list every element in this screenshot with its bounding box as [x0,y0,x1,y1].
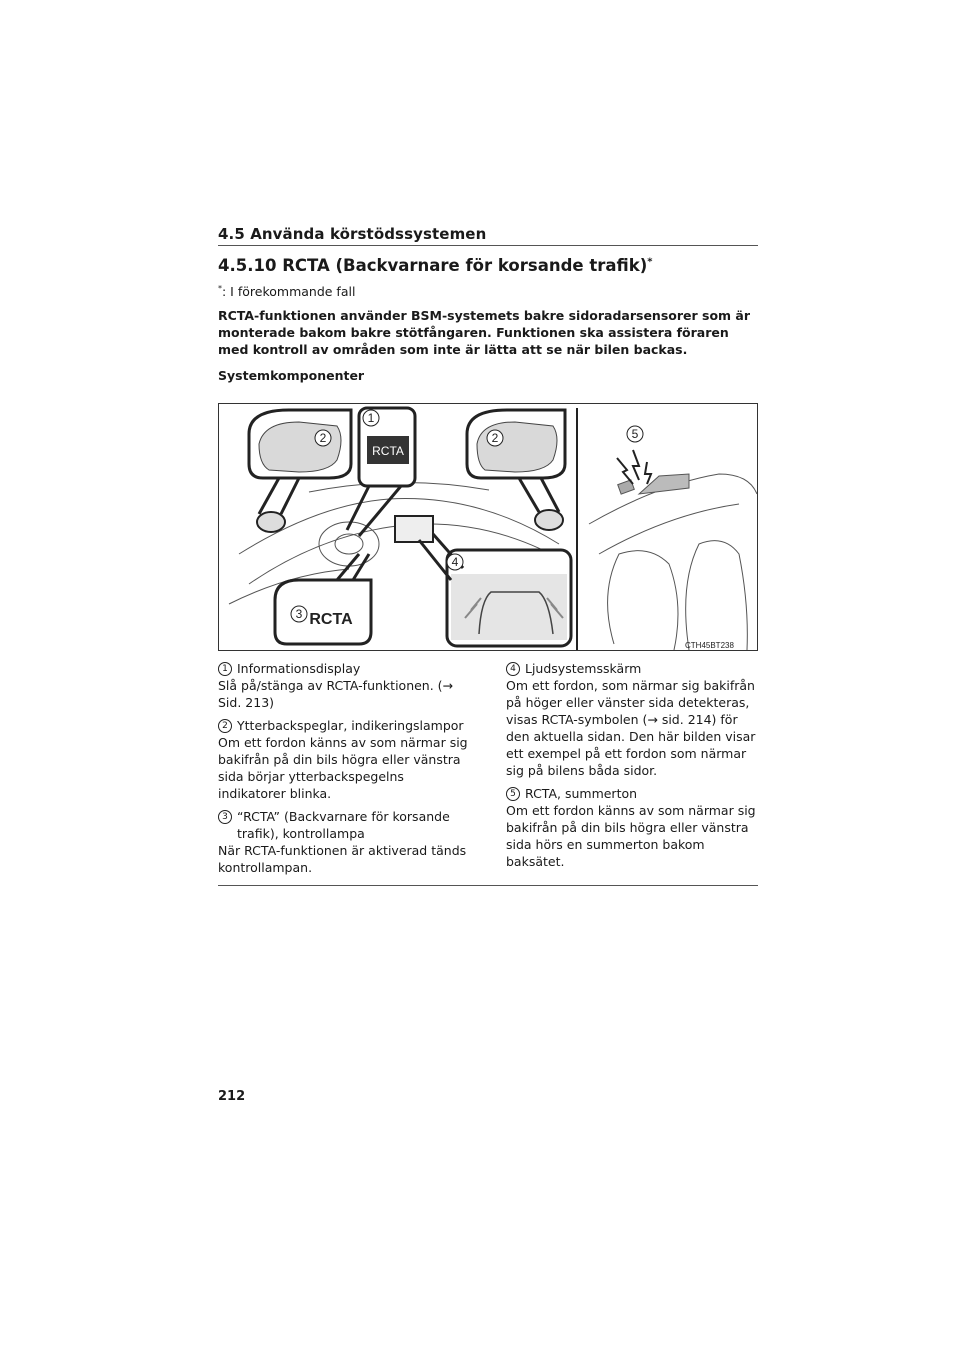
item-number: 1 [218,662,232,676]
item-title: Ljudsystemsskärm [525,661,642,676]
callout-3: 3 [295,607,303,621]
components-left-column [218,660,468,882]
figure-code: CTH45BT238 [685,641,734,650]
item-number: 3 [218,810,232,824]
component-item [218,717,468,802]
item-body: Om ett fordon, som närmar sig bakifrån på höger eller vänster sida detekteras, visas RCTA-symbolen (→ sid. 214) för den aktuella sidan. Den här bilden visar ett exempel på ett fordon som närmar sig på bilens båda sidor. [506,678,756,778]
intro-paragraph: RCTA-funktionen använder BSM-systemets bakre sidoradarsensorer som är monterade bakom bakre stötfångaren. Funktionen ska assistera föraren med kontroll av områden som inte är lätta att se när bilen backas. [218,308,751,357]
item-title: RCTA, summerton [525,786,638,801]
item-body: Om ett fordon känns av som närmar sig bakifrån på din bils högra eller vänstra sida börjar ytterbackspegelns indikatorer blinka. [218,735,468,801]
components-heading: Systemkomponenter [218,368,365,383]
callout-5: 5 [631,427,639,441]
item-title: Ytterbackspeglar, indikeringslampor [237,718,464,733]
system-components-figure [218,403,758,651]
item-title: Informationsdisplay [237,661,361,676]
callout-4: 4 [451,555,459,569]
callout-2-right: 2 [491,431,499,445]
section-header: 4.5 Använda körstödssystemen [218,225,487,243]
callout-1: 1 [367,411,375,425]
component-item [218,660,468,711]
item-number: 5 [506,787,520,801]
figure-illustration [219,404,757,650]
component-item [218,808,468,876]
callout-2-left: 2 [319,431,327,445]
item-number: 2 [218,719,232,733]
footnote [218,284,355,299]
footer-divider [218,885,758,886]
page-title [218,256,652,275]
header-divider [218,245,758,246]
display-rcta-label: RCTA [372,444,404,458]
item-body: Slå på/stänga av RCTA-funktionen. (→ Sid. 213) [218,678,454,710]
page-title-text: 4.5.10 RCTA (Backvarnare för korsande trafik) [218,256,648,275]
title-footnote-mark: * [647,256,653,268]
item-body: Om ett fordon känns av som närmar sig bakifrån på din bils högra eller vänstra sida hörs en summerton bakom baksätet. [506,803,756,869]
item-title: “RCTA” (Backvarnare för korsande trafik), kontrollampa [237,809,450,841]
component-item [506,660,756,779]
page-number: 212 [218,1089,246,1104]
component-item [506,785,756,870]
footnote-text: : I förekommande fall [222,284,356,300]
footnote-mark: * [218,284,222,293]
indicator-rcta-label: RCTA [309,611,353,628]
item-number: 4 [506,662,520,676]
item-body: När RCTA-funktionen är aktiverad tänds kontrollampan. [218,843,467,875]
components-right-column [506,660,756,876]
